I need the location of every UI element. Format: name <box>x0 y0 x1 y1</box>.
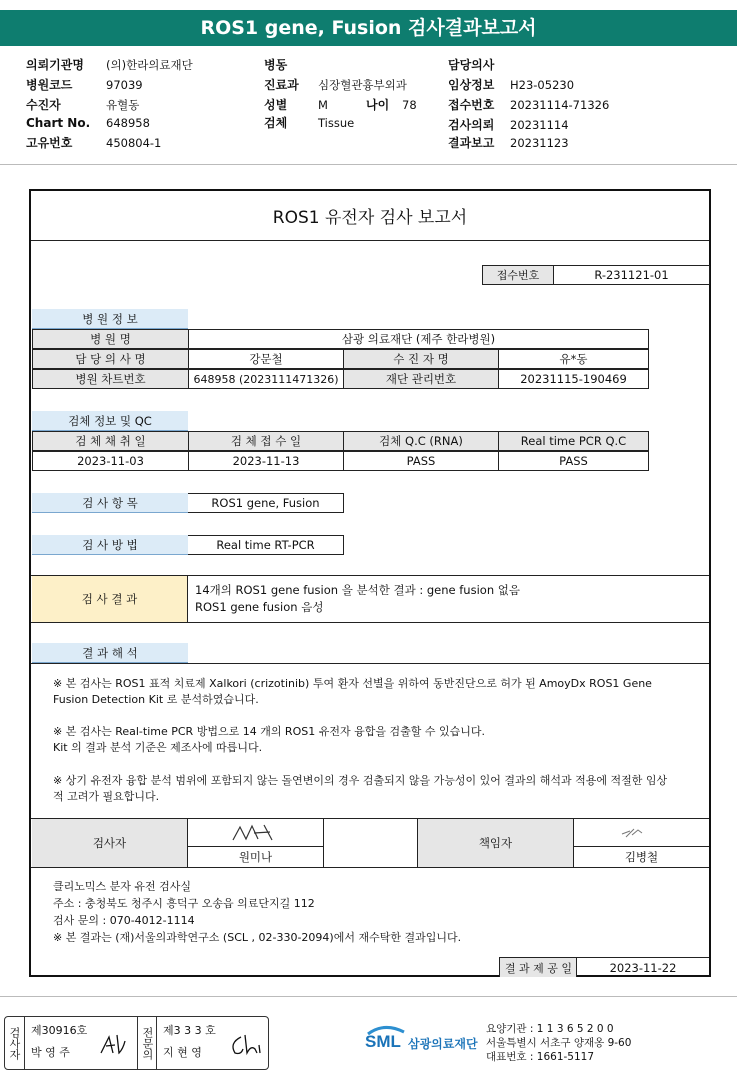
header-value: 유혈동 <box>106 98 140 112</box>
header-value: (의)한라의료재단 <box>106 58 193 72</box>
header-label: 진료과 <box>264 78 299 92</box>
header-label: 성별 <box>264 98 288 112</box>
spec-header: 검 체 채 취 일 <box>32 431 189 451</box>
inst-code: 요양기관 : 1 1 3 6 5 2 0 0 <box>486 1023 614 1035</box>
hospital-name-value: 삼광 의료재단 (제주 한라병원) <box>188 329 649 349</box>
examiner-label: 검사자 <box>32 819 188 867</box>
result-line: 14개의 ROS1 gene fusion 을 분석한 결과 : gene fusion 없음 <box>195 583 520 597</box>
header-value: 심장혈관흉부외과 <box>318 78 407 92</box>
lab-line: 클리노믹스 분자 유전 검사실 <box>53 880 192 893</box>
sml-logo-text: SML <box>365 1032 401 1051</box>
responsible-label: 책임자 <box>418 819 574 867</box>
header-label: Chart No. <box>26 116 91 130</box>
mgmt-no-value: 20231115-190469 <box>498 369 649 389</box>
header-divider <box>0 164 737 165</box>
header-label: 수진자 <box>26 98 61 112</box>
foundation-name: 삼광의료재단 <box>408 1037 478 1051</box>
interp-line: ※ 본 검사는 Real-time PCR 방법으로 14 개의 ROS1 유전자 융합을 검출할 수 있습니다. <box>53 725 485 738</box>
header-value: M <box>318 98 328 112</box>
interp-line: ※ 상기 유전자 융합 분석 범위에 포함되지 않는 돌연변이의 경우 검출되지 않을 가능성이 있어 결과의 해석과 적용에 적절한 임상 <box>53 774 668 787</box>
box1-label: 검사자 <box>5 1017 25 1069</box>
receipt-label: 접수번호 <box>482 265 554 285</box>
header-value: 20231114 <box>510 118 569 132</box>
sml-logo <box>364 1024 408 1060</box>
header-label: 담당의사 <box>448 58 495 72</box>
box2-name: 지 현 영 <box>163 1046 202 1059</box>
header-value: 450804-1 <box>106 136 162 150</box>
spec-value: 2023-11-03 <box>32 451 189 471</box>
spec-value: PASS <box>343 451 499 471</box>
foundation-address: 서울특별시 서초구 양재옹 9-60 <box>486 1037 632 1049</box>
method-label: 검 사 방 법 <box>32 535 188 555</box>
header-value: 20231114-71326 <box>510 98 610 112</box>
foundation-phone: 대표번호 : 1661-5117 <box>486 1051 595 1063</box>
provide-date-label: 결 과 제 공 일 <box>499 957 577 977</box>
spec-value: 2023-11-13 <box>188 451 344 471</box>
hospital-name-label: 병 원 명 <box>32 329 189 349</box>
lab-line: 검사 문의 : 070-4012-1114 <box>53 914 195 927</box>
header-value: 97039 <box>106 78 143 92</box>
responsible-name: 김병철 <box>624 850 659 864</box>
interp-line: 적 고려가 필요합니다. <box>53 790 160 803</box>
interp-line: Fusion Detection Kit 로 분석하였습니다. <box>53 693 259 706</box>
chart-no-value: 648958 (2023111471326) <box>188 369 344 389</box>
blank-cell <box>324 819 418 867</box>
report-title: ROS1 gene, Fusion 검사결과보고서 <box>0 10 737 46</box>
spec-value: PASS <box>498 451 649 471</box>
chart-no-label: 병원 차트번호 <box>32 369 189 389</box>
hospital-section-header: 병 원 정 보 <box>32 309 188 329</box>
box2-label: 전문의 <box>137 1017 157 1069</box>
report-sheet <box>29 189 711 977</box>
header-label: 검사의뢰 <box>448 118 495 132</box>
box1-name: 박 영 주 <box>31 1046 70 1059</box>
lab-line: ※ 본 결과는 (재)서울의과학연구소 (SCL , 02-330-2094)에서 재수탁한 결과입니다. <box>53 931 462 944</box>
header-label: 병동 <box>264 58 288 72</box>
interp-label: 결 과 해 석 <box>32 643 188 663</box>
age-label: 나이 <box>366 98 390 112</box>
signature-mark <box>188 819 324 847</box>
patient-label: 수 진 자 명 <box>343 349 499 369</box>
receipt-value: R-231121-01 <box>553 265 710 285</box>
result-label: 검 사 결 과 <box>32 576 188 622</box>
responsible-signature <box>574 819 709 847</box>
header-label: 의뢰기관명 <box>26 58 84 72</box>
header-label: 임상정보 <box>448 78 495 92</box>
result-line: ROS1 gene fusion 음성 <box>195 600 324 614</box>
specimen-section-header: 검체 정보 및 QC <box>32 411 188 431</box>
provide-date-value: 2023-11-22 <box>576 957 709 977</box>
footer-signature-box <box>4 1016 269 1070</box>
test-item-label: 검 사 항 목 <box>32 493 188 513</box>
doctor-label: 담 당 의 사 명 <box>32 349 189 369</box>
spec-header: 검 체 접 수 일 <box>188 431 344 451</box>
patient-value: 유*동 <box>498 349 649 369</box>
header-label: 검체 <box>264 116 288 130</box>
header-value: 648958 <box>106 116 150 130</box>
mgmt-no-label: 재단 관리번호 <box>343 369 499 389</box>
header-value: Tissue <box>318 116 355 130</box>
spec-header: Real time PCR Q.C <box>498 431 649 451</box>
header-value: H23-05230 <box>510 78 575 92</box>
examiner-name: 원미나 <box>188 847 324 867</box>
footer-divider <box>0 996 737 997</box>
lab-line: 주소 : 충청북도 청주시 흥덕구 오송읍 의료단지길 112 <box>53 897 315 910</box>
box1-signature <box>97 1031 129 1059</box>
interp-line: ※ 본 검사는 ROS1 표적 치료제 Xalkori (crizotinib) 투여 환자 선별을 위하여 동반진단으로 허가 된 AmoyDx ROS1 Gene <box>53 677 652 690</box>
box2-signature <box>227 1031 263 1059</box>
interp-line: Kit 의 결과 분석 기준은 제조사에 따릅니다. <box>53 741 263 754</box>
age-value: 78 <box>402 98 417 112</box>
box1-license-no: 제30916호 <box>31 1024 88 1037</box>
header-value: 20231123 <box>510 136 569 150</box>
examiner-signature <box>188 819 324 847</box>
header-label: 접수번호 <box>448 98 495 112</box>
box2-license-no: 제3 3 3 호 <box>163 1024 216 1037</box>
signature-mark <box>574 819 709 847</box>
test-item-value: ROS1 gene, Fusion <box>188 493 344 513</box>
header-label: 고유번호 <box>26 136 73 150</box>
header-label: 병원코드 <box>26 78 73 92</box>
doctor-value: 강문철 <box>188 349 344 369</box>
spec-header: 검체 Q.C (RNA) <box>343 431 499 451</box>
header-label: 결과보고 <box>448 136 495 150</box>
report-heading: ROS1 유전자 검사 보고서 <box>31 191 709 241</box>
interp-divider <box>31 663 709 664</box>
method-value: Real time RT-PCR <box>188 535 344 555</box>
